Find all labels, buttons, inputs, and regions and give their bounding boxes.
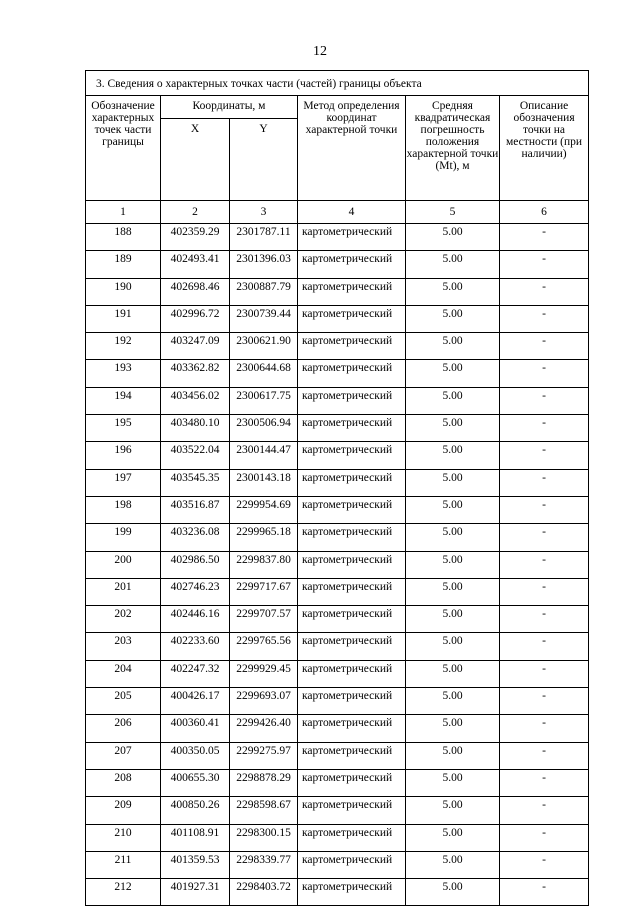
- coord-y-cell: 2300143.18: [230, 469, 298, 496]
- page-number: 12: [313, 44, 327, 59]
- point-id-cell: 204: [86, 660, 161, 687]
- coord-x-cell: 403247.09: [161, 333, 230, 360]
- coord-y-cell: 2300887.79: [230, 278, 298, 305]
- method-cell: картометрический: [298, 769, 406, 796]
- description-cell: -: [500, 333, 589, 360]
- method-cell: картометрический: [298, 251, 406, 278]
- error-cell: 5.00: [406, 305, 500, 332]
- header-row: [86, 96, 589, 119]
- coord-x-cell: 403456.02: [161, 387, 230, 414]
- point-id-cell: 200: [86, 551, 161, 578]
- method-cell: картометрический: [298, 551, 406, 578]
- column-number: 3: [230, 201, 298, 224]
- coord-y-cell: 2300617.75: [230, 387, 298, 414]
- description-cell: -: [500, 251, 589, 278]
- error-cell: 5.00: [406, 688, 500, 715]
- method-cell: картометрический: [298, 305, 406, 332]
- coord-y-cell: 2299954.69: [230, 496, 298, 523]
- coord-x-cell: 400360.41: [161, 715, 230, 742]
- coord-y-cell: 2301396.03: [230, 251, 298, 278]
- coord-y-cell: 2299426.40: [230, 715, 298, 742]
- error-cell: 5.00: [406, 578, 500, 605]
- coord-x-cell: 402359.29: [161, 224, 230, 251]
- coord-y-cell: 2299707.57: [230, 606, 298, 633]
- error-cell: 5.00: [406, 387, 500, 414]
- coord-y-cell: 2298403.72: [230, 879, 298, 906]
- point-id-cell: 195: [86, 415, 161, 442]
- error-cell: 5.00: [406, 742, 500, 769]
- method-cell: картометрический: [298, 415, 406, 442]
- column-number: 1: [86, 201, 161, 224]
- header-y: Y: [230, 119, 298, 201]
- error-cell: 5.00: [406, 606, 500, 633]
- coord-x-cell: 400426.17: [161, 688, 230, 715]
- description-cell: -: [500, 660, 589, 687]
- table-row: [86, 606, 589, 633]
- coord-y-cell: 2299693.07: [230, 688, 298, 715]
- method-cell: картометрический: [298, 715, 406, 742]
- section-title: 3. Сведения о характерных точках части (частей) границы объекта: [86, 71, 589, 96]
- error-cell: 5.00: [406, 551, 500, 578]
- point-id-cell: 212: [86, 879, 161, 906]
- table-row: [86, 578, 589, 605]
- coord-y-cell: 2300144.47: [230, 442, 298, 469]
- description-cell: -: [500, 360, 589, 387]
- method-cell: картометрический: [298, 851, 406, 878]
- description-cell: -: [500, 415, 589, 442]
- table-row: [86, 715, 589, 742]
- coord-y-cell: 2300506.94: [230, 415, 298, 442]
- coord-x-cell: 403516.87: [161, 496, 230, 523]
- table-row: [86, 742, 589, 769]
- table-row: [86, 496, 589, 523]
- coord-x-cell: 402746.23: [161, 578, 230, 605]
- coord-y-cell: 2298878.29: [230, 769, 298, 796]
- point-id-cell: 207: [86, 742, 161, 769]
- method-cell: картометрический: [298, 224, 406, 251]
- method-cell: картометрический: [298, 360, 406, 387]
- coord-x-cell: 402247.32: [161, 660, 230, 687]
- description-cell: -: [500, 851, 589, 878]
- coord-x-cell: 401108.91: [161, 824, 230, 851]
- coord-y-cell: 2299765.56: [230, 633, 298, 660]
- table-row: [86, 278, 589, 305]
- column-number: 2: [161, 201, 230, 224]
- method-cell: картометрический: [298, 333, 406, 360]
- coord-x-cell: 401359.53: [161, 851, 230, 878]
- section-title-row: [86, 71, 589, 96]
- error-cell: 5.00: [406, 633, 500, 660]
- method-cell: картометрический: [298, 688, 406, 715]
- description-cell: -: [500, 469, 589, 496]
- coord-y-cell: 2299837.80: [230, 551, 298, 578]
- error-cell: 5.00: [406, 333, 500, 360]
- header-error: Средняя квадратическая погрешность положения характерной точки (Mt), м: [406, 96, 500, 201]
- description-cell: -: [500, 606, 589, 633]
- coord-x-cell: 403545.35: [161, 469, 230, 496]
- error-cell: 5.00: [406, 278, 500, 305]
- method-cell: картометрический: [298, 496, 406, 523]
- table-row: [86, 551, 589, 578]
- coord-x-cell: 402986.50: [161, 551, 230, 578]
- error-cell: 5.00: [406, 496, 500, 523]
- header-method: Метод определения координат характерной точки: [298, 96, 406, 201]
- table-row: [86, 660, 589, 687]
- coord-y-cell: 2298339.77: [230, 851, 298, 878]
- point-id-cell: 192: [86, 333, 161, 360]
- coord-x-cell: 403522.04: [161, 442, 230, 469]
- description-cell: -: [500, 551, 589, 578]
- error-cell: 5.00: [406, 360, 500, 387]
- error-cell: 5.00: [406, 851, 500, 878]
- point-id-cell: 197: [86, 469, 161, 496]
- description-cell: -: [500, 688, 589, 715]
- coord-x-cell: 400655.30: [161, 769, 230, 796]
- table-row: [86, 633, 589, 660]
- point-id-cell: 199: [86, 524, 161, 551]
- description-cell: -: [500, 305, 589, 332]
- table-row: [86, 415, 589, 442]
- point-id-cell: 205: [86, 688, 161, 715]
- error-cell: 5.00: [406, 251, 500, 278]
- coord-x-cell: 403236.08: [161, 524, 230, 551]
- column-number: 5: [406, 201, 500, 224]
- table-row: [86, 524, 589, 551]
- method-cell: картометрический: [298, 797, 406, 824]
- point-id-cell: 202: [86, 606, 161, 633]
- method-cell: картометрический: [298, 387, 406, 414]
- table-row: [86, 469, 589, 496]
- method-cell: картометрический: [298, 606, 406, 633]
- description-cell: -: [500, 797, 589, 824]
- table-row: [86, 797, 589, 824]
- error-cell: 5.00: [406, 824, 500, 851]
- point-id-cell: 189: [86, 251, 161, 278]
- column-number: 6: [500, 201, 589, 224]
- description-cell: -: [500, 496, 589, 523]
- table-row: [86, 360, 589, 387]
- coord-y-cell: 2299275.97: [230, 742, 298, 769]
- error-cell: 5.00: [406, 415, 500, 442]
- description-cell: -: [500, 879, 589, 906]
- error-cell: 5.00: [406, 469, 500, 496]
- table-row: [86, 879, 589, 906]
- description-cell: -: [500, 824, 589, 851]
- table-row: [86, 305, 589, 332]
- header-coordinates: Координаты, м: [161, 96, 298, 119]
- method-cell: картометрический: [298, 879, 406, 906]
- coord-y-cell: 2298598.67: [230, 797, 298, 824]
- error-cell: 5.00: [406, 660, 500, 687]
- description-cell: -: [500, 524, 589, 551]
- header-description: Описание обозначения точки на местности (при наличии): [500, 96, 589, 201]
- error-cell: 5.00: [406, 715, 500, 742]
- method-cell: картометрический: [298, 469, 406, 496]
- method-cell: картометрический: [298, 824, 406, 851]
- point-id-cell: 203: [86, 633, 161, 660]
- boundary-points-table: [85, 70, 589, 906]
- table-row: [86, 851, 589, 878]
- point-id-cell: 194: [86, 387, 161, 414]
- header-point-label: Обозначение характерных точек части границы: [86, 96, 161, 201]
- point-id-cell: 198: [86, 496, 161, 523]
- error-cell: 5.00: [406, 224, 500, 251]
- coord-x-cell: 400850.26: [161, 797, 230, 824]
- coord-y-cell: 2299965.18: [230, 524, 298, 551]
- point-id-cell: 208: [86, 769, 161, 796]
- coord-x-cell: 403480.10: [161, 415, 230, 442]
- description-cell: -: [500, 224, 589, 251]
- coord-x-cell: 403362.82: [161, 360, 230, 387]
- coord-y-cell: 2300621.90: [230, 333, 298, 360]
- method-cell: картометрический: [298, 524, 406, 551]
- point-id-cell: 193: [86, 360, 161, 387]
- coord-x-cell: 401927.31: [161, 879, 230, 906]
- description-cell: -: [500, 769, 589, 796]
- coord-y-cell: 2300739.44: [230, 305, 298, 332]
- coord-x-cell: 402233.60: [161, 633, 230, 660]
- coord-x-cell: 402493.41: [161, 251, 230, 278]
- coord-x-cell: 402446.16: [161, 606, 230, 633]
- coord-x-cell: 400350.05: [161, 742, 230, 769]
- table-row: [86, 224, 589, 251]
- point-id-cell: 210: [86, 824, 161, 851]
- table-row: [86, 688, 589, 715]
- point-id-cell: 211: [86, 851, 161, 878]
- table-row: [86, 251, 589, 278]
- description-cell: -: [500, 578, 589, 605]
- point-id-cell: 188: [86, 224, 161, 251]
- coord-y-cell: 2301787.11: [230, 224, 298, 251]
- point-id-cell: 191: [86, 305, 161, 332]
- point-id-cell: 196: [86, 442, 161, 469]
- point-id-cell: 209: [86, 797, 161, 824]
- coord-y-cell: 2298300.15: [230, 824, 298, 851]
- error-cell: 5.00: [406, 797, 500, 824]
- description-cell: -: [500, 633, 589, 660]
- method-cell: картометрический: [298, 442, 406, 469]
- table-row: [86, 769, 589, 796]
- error-cell: 5.00: [406, 879, 500, 906]
- coord-y-cell: 2299717.67: [230, 578, 298, 605]
- method-cell: картометрический: [298, 578, 406, 605]
- point-id-cell: 206: [86, 715, 161, 742]
- point-id-cell: 201: [86, 578, 161, 605]
- header-x: X: [161, 119, 230, 201]
- table-row: [86, 387, 589, 414]
- method-cell: картометрический: [298, 742, 406, 769]
- table-row: [86, 824, 589, 851]
- method-cell: картометрический: [298, 633, 406, 660]
- description-cell: -: [500, 278, 589, 305]
- coord-x-cell: 402698.46: [161, 278, 230, 305]
- method-cell: картометрический: [298, 660, 406, 687]
- table-row: [86, 442, 589, 469]
- description-cell: -: [500, 715, 589, 742]
- description-cell: -: [500, 387, 589, 414]
- coord-y-cell: 2299929.45: [230, 660, 298, 687]
- method-cell: картометрический: [298, 278, 406, 305]
- error-cell: 5.00: [406, 524, 500, 551]
- table-row: [86, 333, 589, 360]
- error-cell: 5.00: [406, 769, 500, 796]
- description-cell: -: [500, 742, 589, 769]
- coord-x-cell: 402996.72: [161, 305, 230, 332]
- column-numbers-row: [86, 201, 589, 224]
- error-cell: 5.00: [406, 442, 500, 469]
- description-cell: -: [500, 442, 589, 469]
- coord-y-cell: 2300644.68: [230, 360, 298, 387]
- point-id-cell: 190: [86, 278, 161, 305]
- column-number: 4: [298, 201, 406, 224]
